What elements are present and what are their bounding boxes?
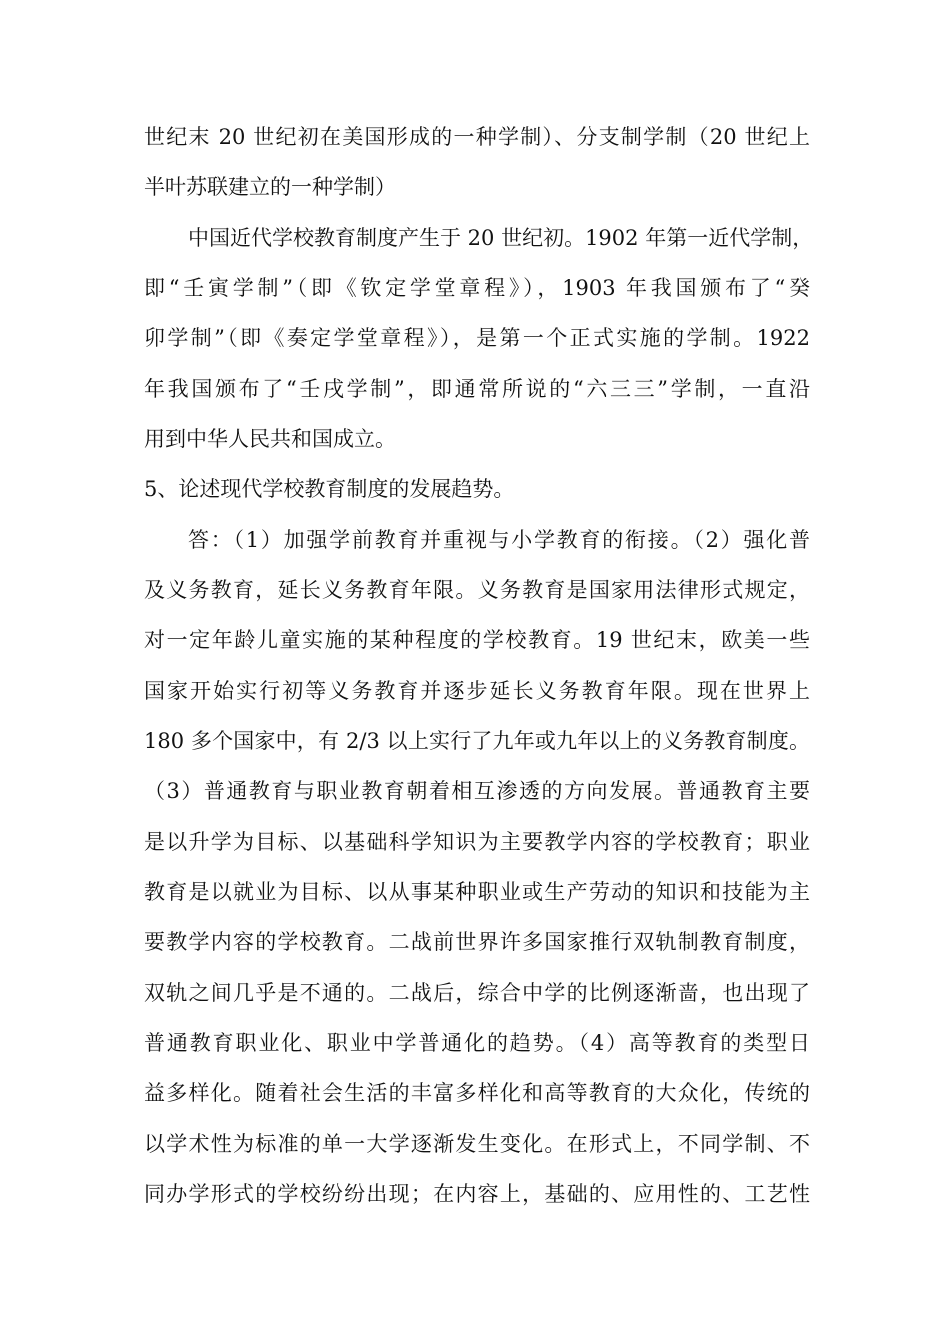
- text-line: 年我国颁布了“壬戌学制”，即通常所说的“六三三”学制，一直沿: [144, 377, 810, 401]
- text-line: 世纪末 20 世纪初在美国形成的一种学制）、分支制学制（20 世纪上: [144, 125, 810, 149]
- answer-start-line: 答：（1）加强学前教育并重视与小学教育的衔接。（2）强化普: [188, 528, 810, 552]
- text-line: 普通教育职业化、职业中学普通化的趋势。（4）高等教育的类型日: [144, 1031, 810, 1055]
- text-line: 是以升学为目标、以基础科学知识为主要教学内容的学校教育；职业: [144, 830, 810, 854]
- text-line: 即“壬寅学制”（即《钦定学堂章程》），1903 年我国颁布了“癸: [144, 276, 810, 300]
- text-line: 教育是以就业为目标、以从事某种职业或生产劳动的知识和技能为主: [144, 880, 810, 904]
- text-line: 卯学制”（即《奏定学堂章程》），是第一个正式实施的学制。1922: [144, 326, 810, 350]
- text-line: 同办学形式的学校纷纷出现；在内容上，基础的、应用性的、工艺性: [144, 1182, 810, 1206]
- text-line: 及义务教育，延长义务教育年限。义务教育是国家用法律形式规定，: [144, 578, 810, 602]
- question-heading: 5、论述现代学校教育制度的发展趋势。: [144, 477, 515, 501]
- text-line: 以学术性为标准的单一大学逐渐发生变化。在形式上，不同学制、不: [144, 1132, 810, 1156]
- text-line: （3）普通教育与职业教育朝着相互渗透的方向发展。普通教育主要: [144, 779, 810, 803]
- paragraph-start-line: 中国近代学校教育制度产生于 20 世纪初。1902 年第一近代学制，: [188, 226, 814, 250]
- text-line: 双轨之间几乎是不通的。二战后，综合中学的比例逐渐啬，也出现了: [144, 981, 810, 1005]
- text-line: 国家开始实行初等义务教育并逐步延长义务教育年限。现在世界上: [144, 679, 810, 703]
- text-line: 半叶苏联建立的一种学制）: [144, 175, 396, 199]
- text-line: 用到中华人民共和国成立。: [144, 427, 396, 451]
- text-line: 对一定年龄儿童实施的某种程度的学校教育。19 世纪末，欧美一些: [144, 628, 810, 652]
- text-line: 要教学内容的学校教育。二战前世界许多国家推行双轨制教育制度，: [144, 930, 810, 954]
- text-line: 180 多个国家中，有 2/3 以上实行了九年或九年以上的义务教育制度。: [144, 729, 810, 753]
- text-line: 益多样化。随着社会生活的丰富多样化和高等教育的大众化，传统的: [144, 1081, 810, 1105]
